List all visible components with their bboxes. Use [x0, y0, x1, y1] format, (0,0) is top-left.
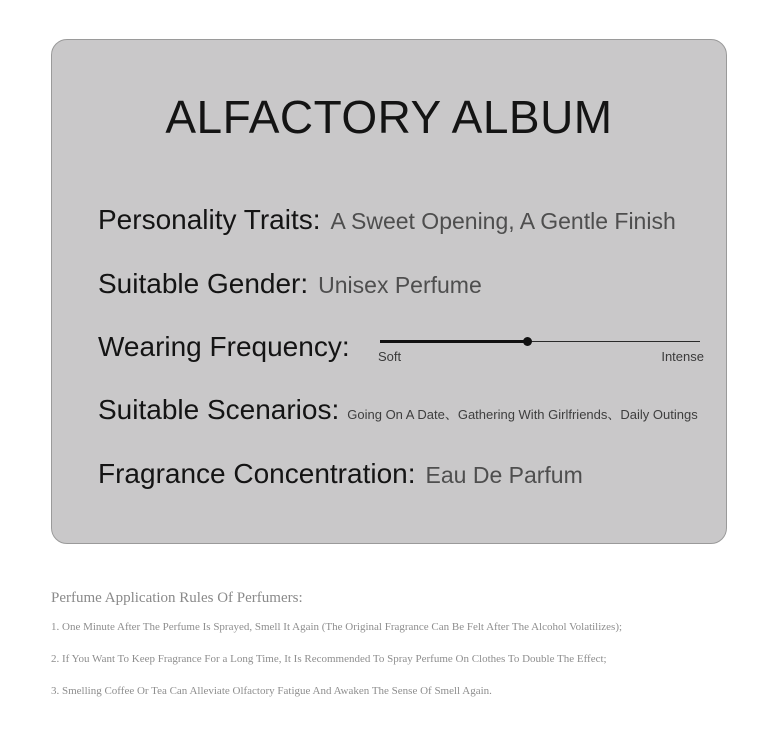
suitable-scenarios-value: Going On A Date、Gathering With Girlfriends、Daily Outings	[347, 407, 698, 422]
card-title: ALFACTORY ALBUM	[165, 91, 613, 143]
rule-item: 1. One Minute After The Perfume Is Sprayed, Smell It Again (The Original Fragrance Can Be Felt After The Alcohol Volatilizes);	[51, 621, 623, 633]
product-info-card	[51, 39, 727, 544]
wearing-frequency-slider	[380, 331, 702, 371]
suitable-gender-row	[98, 270, 482, 298]
wearing-frequency-label: Wearing Frequency:	[98, 331, 350, 362]
suitable-scenarios-label: Suitable Scenarios:	[98, 394, 340, 425]
slider-max-label: Intense	[661, 349, 704, 364]
fragrance-concentration-row	[98, 460, 583, 488]
application-rules	[51, 590, 761, 717]
slider-knob	[523, 337, 532, 346]
rules-list	[51, 621, 761, 717]
personality-traits-row	[98, 206, 676, 234]
rule-item: 2. If You Want To Keep Fragrance For a Long Time, It Is Recommended To Spray Perfume On Clothes To Double The Effect;	[51, 653, 607, 665]
fragrance-concentration-label: Fragrance Concentration:	[98, 458, 416, 489]
rules-title: Perfume Application Rules Of Perfumers:	[51, 590, 303, 606]
suitable-gender-value: Unisex Perfume	[318, 272, 482, 298]
slider-min-label: Soft	[378, 349, 402, 364]
suitable-scenarios-row	[98, 396, 698, 424]
wearing-frequency-row	[98, 333, 350, 361]
suitable-gender-label: Suitable Gender:	[98, 268, 309, 299]
personality-traits-value: A Sweet Opening, A Gentle Finish	[330, 208, 676, 234]
personality-traits-label: Personality Traits:	[98, 204, 321, 235]
rule-item: 3. Smelling Coffee Or Tea Can Alleviate Olfactory Fatigue And Awaken The Sense Of Smell Again.	[51, 685, 492, 697]
slider-fill	[380, 340, 527, 343]
fragrance-concentration-value: Eau De Parfum	[425, 462, 583, 488]
